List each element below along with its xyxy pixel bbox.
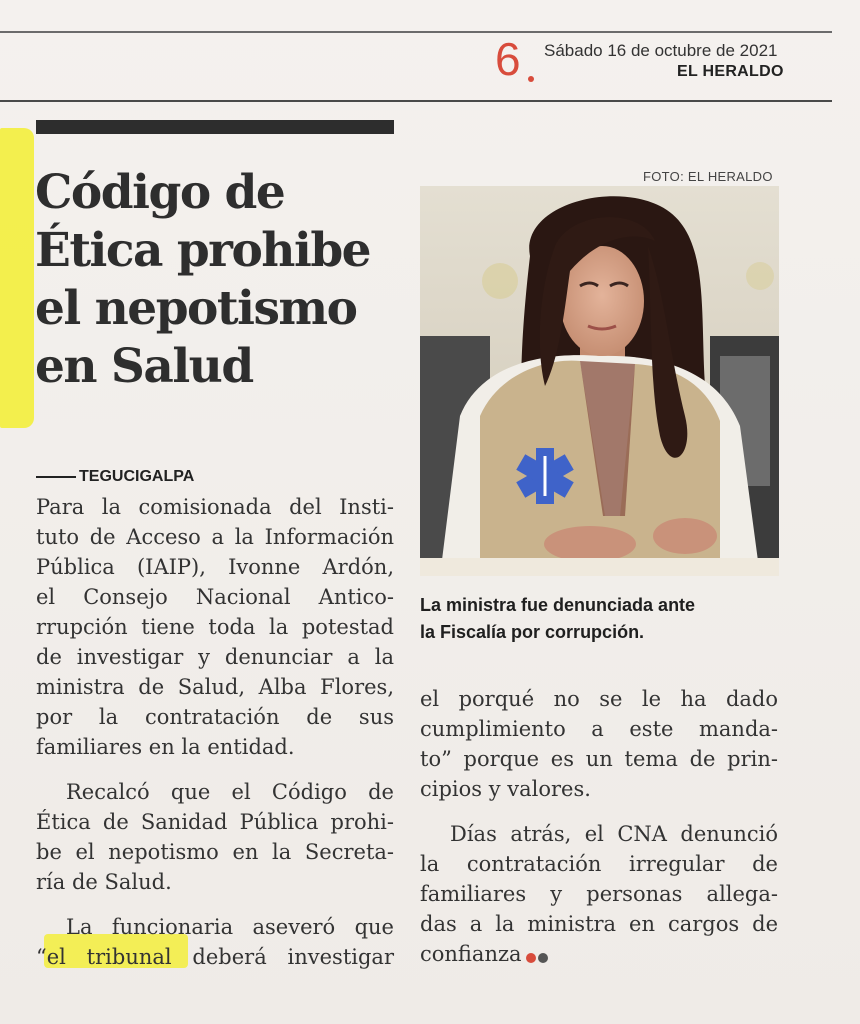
photo-credit: FOTO: EL HERALDO — [643, 169, 773, 184]
header-bottom-rule — [0, 100, 832, 102]
body-line: de investigar y denunciar a la — [36, 645, 394, 669]
caption-line: la Fiscalía por corrupción. — [420, 622, 645, 642]
photo-caption — [420, 592, 790, 646]
body-line: tuto de Acceso a la Información — [36, 525, 394, 549]
headline-line: Ética prohibe — [35, 223, 371, 278]
dateline-text: TEGUCIGALPA — [79, 468, 195, 485]
headline-line: en Salud — [35, 339, 253, 394]
headline-line: Código de — [35, 165, 285, 220]
two-dots-icon — [526, 941, 550, 971]
body-line: el porqué no se le ha dado — [420, 687, 778, 711]
body-column-right — [420, 684, 778, 971]
header-top-rule — [0, 31, 832, 33]
body-line: familiares y personas allega- — [420, 882, 778, 906]
body-line: “el tribunal deberá investigar — [36, 945, 394, 969]
body-line: Recalcó que el Código de — [66, 780, 394, 804]
dateline — [36, 469, 194, 485]
body-line: ría de Salud. — [36, 870, 172, 894]
body-line: Para la comisionada del Insti- — [36, 495, 394, 519]
headline-line: el nepotismo — [35, 281, 357, 336]
body-line: cipios y valores. — [420, 777, 591, 801]
newspaper-name: EL HERALDO — [677, 63, 784, 80]
body-line: Ética de Sanidad Pública prohi- — [36, 810, 394, 834]
end-dot-dark — [538, 953, 548, 963]
body-line: das a la ministra en cargos de — [420, 912, 778, 936]
headline-bar — [36, 120, 394, 134]
issue-date: Sábado 16 de octubre de 2021 — [544, 41, 778, 60]
minister-portrait — [420, 186, 779, 576]
body-line: be el nepotismo en la Secreta- — [36, 840, 394, 864]
caption-line: La ministra fue denunciada ante — [420, 595, 696, 615]
highlighter-margin-mark — [0, 128, 34, 428]
final-word: confianza — [420, 942, 522, 966]
body-line: La funcionaria aseveró que — [66, 915, 394, 939]
body-line: por la contratación de sus — [36, 705, 394, 729]
body-line: familiares en la entidad. — [36, 735, 295, 759]
body-line: el Consejo Nacional Antico- — [36, 585, 394, 609]
body-line: Días atrás, el CNA denunció — [450, 822, 778, 846]
body-line: ministra de Salud, Alba Flores, — [36, 675, 394, 699]
headline — [35, 164, 415, 396]
page-number: 6 — [495, 33, 521, 85]
body-line: to” porque es un tema de prin- — [420, 747, 778, 771]
dateline-dash — [36, 476, 76, 478]
article-photo — [420, 186, 779, 576]
body-line-final — [420, 939, 778, 971]
end-dot-red — [526, 953, 536, 963]
body-line: la contratación irregular de — [420, 852, 778, 876]
body-column-left — [36, 492, 394, 972]
page-number-dot — [528, 76, 534, 82]
body-line: Pública (IAIP), Ivonne Ardón, — [36, 555, 394, 579]
body-line: cumplimiento a este manda- — [420, 717, 778, 741]
body-line: rrupción tiene toda la potestad — [36, 615, 394, 639]
